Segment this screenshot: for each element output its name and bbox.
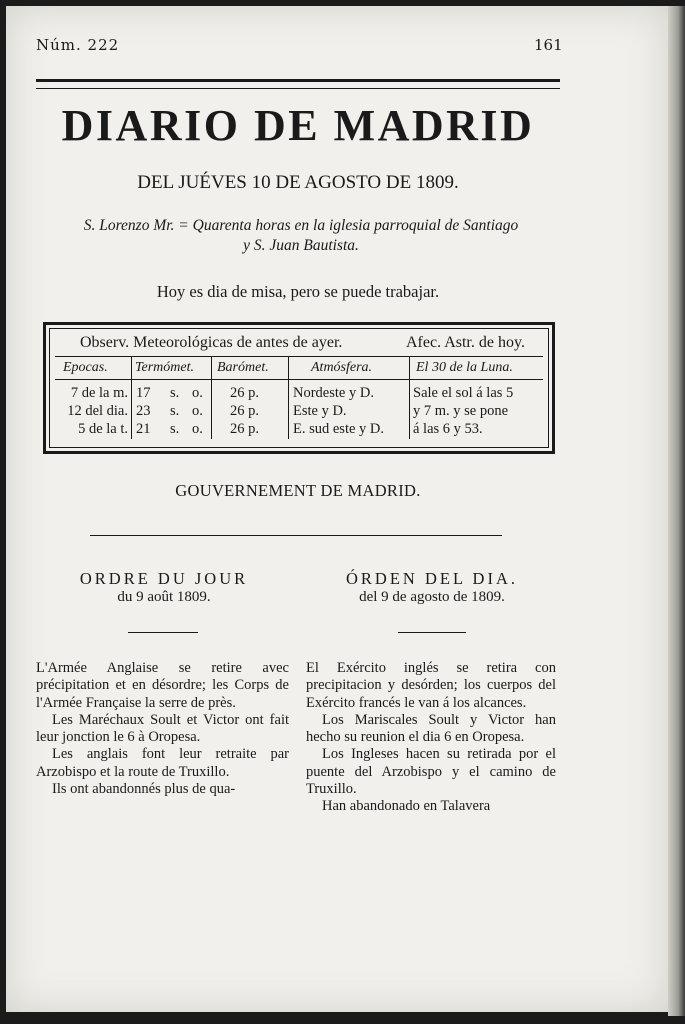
luna-column [413, 384, 513, 438]
saints-line-2: y S. Juan Bautista. [243, 237, 359, 254]
col-header-luna: El 30 de la Luna. [416, 360, 513, 375]
weather-rule-header [55, 379, 543, 380]
french-paragraph: Les anglais font leur retraite par Arzobispo et la route de Truxillo. [36, 746, 289, 780]
issue-number: Núm. 222 [36, 36, 120, 54]
col-header-barometro: Barómet. [217, 360, 269, 375]
termometro-s-cell: s. [170, 421, 180, 437]
spanish-paragraph: Los Mariscales Soult y Victor han hecho su reunion el dia 6 en Oropesa. [306, 711, 556, 746]
col-divider-2 [211, 357, 212, 439]
spanish-paragraph: El Exército inglés se retira con precipitacion y desórden; los cuerpos del Exército francés le van á los alcances. [306, 660, 556, 711]
termometro-o-cell: o. [192, 421, 203, 437]
spanish-rule [398, 632, 466, 633]
termometro-s-cell: s. [170, 385, 180, 401]
astro-title: Afec. Astr. de hoy. [406, 334, 525, 351]
spanish-heading: ÓRDEN DEL DIA. [346, 569, 518, 588]
french-date: du 9 août 1809. [117, 589, 211, 605]
termometro-o-cell: o. [192, 403, 203, 419]
spanish-paragraph: Han abandonado en Talavera [322, 798, 491, 815]
page-edge [668, 6, 685, 1016]
weather-rule-top [55, 356, 543, 357]
col-header-termometro: Termómet. [135, 360, 194, 375]
saints-of-day [46, 216, 556, 256]
col-divider-3 [288, 357, 289, 439]
termometro-s-column [170, 384, 179, 438]
atmosfera-cell: Nordeste y D. [293, 385, 374, 401]
french-heading: ORDRE DU JOUR [79, 569, 249, 588]
termometro-cell: 23 [136, 403, 151, 419]
luna-cell: á las 6 y 53. [413, 421, 483, 437]
termometro-column [136, 384, 151, 438]
luna-cell: Sale el sol á las 5 [413, 385, 514, 401]
header-rule [36, 79, 560, 89]
spanish-date: del 9 de agosto de 1809. [359, 589, 505, 605]
section-heading: GOUVERNEMENT DE MADRID. [175, 481, 421, 500]
masthead-title: DIARIO DE MADRID [61, 101, 535, 150]
page-number: 161 [534, 36, 563, 54]
french-paragraph: Les Maréchaux Soult et Victor ont fait leur jonction le 6 à Oropesa. [36, 711, 289, 746]
mass-notice: Hoy es dia de misa, pero se puede trabajar. [156, 282, 440, 301]
col-divider-1 [131, 357, 132, 439]
saints-line-1: S. Lorenzo Mr. = Quarenta horas en la iglesia parroquial de Santiago [83, 217, 519, 234]
epoca-cell: 5 de la t. [78, 421, 128, 437]
col-divider-4 [409, 357, 410, 439]
barometro-cell: 26 p. [230, 403, 259, 419]
barometro-cell: 26 p. [230, 421, 259, 437]
date-line: DEL JUÉVES 10 DE AGOSTO DE 1809. [137, 172, 459, 193]
section-rule [90, 535, 502, 536]
atmosfera-cell: Este y D. [293, 403, 347, 419]
weather-title: Observ. Meteorológicas de antes de ayer. [80, 334, 343, 351]
atmosfera-cell: E. sud este y D. [293, 421, 385, 437]
termometro-s-cell: s. [170, 403, 180, 419]
epoca-cell: 7 de la m. [70, 385, 128, 401]
termometro-o-cell: o. [192, 385, 203, 401]
french-rule [128, 632, 198, 633]
col-header-epocas: Epocas. [63, 360, 108, 375]
termometro-cell: 21 [136, 421, 151, 437]
spanish-column [306, 660, 556, 816]
luna-cell: y 7 m. y se pone [413, 403, 509, 419]
atmosfera-column [293, 384, 384, 438]
epoca-cell: 12 del dia. [67, 403, 128, 419]
french-paragraph: L'Armée Anglaise se retire avec précipitation et en désordre; les Corps de l'Armée Française la serre de près. [36, 660, 289, 711]
termometro-o-column [192, 384, 203, 438]
french-paragraph: Ils ont abandonnés plus de qua- [52, 781, 236, 798]
termometro-cell: 17 [136, 385, 151, 401]
col-header-atmosfera: Atmósfera. [311, 360, 373, 375]
barometro-cell: 26 p. [230, 385, 259, 401]
french-column [36, 660, 289, 798]
newspaper-page [6, 6, 668, 1012]
barometro-column [230, 384, 259, 438]
spanish-paragraph: Los Ingleses hacen su retirada por el puente del Arzobispo y el camino de Truxillo. [306, 746, 556, 798]
epocas-column [56, 384, 128, 438]
